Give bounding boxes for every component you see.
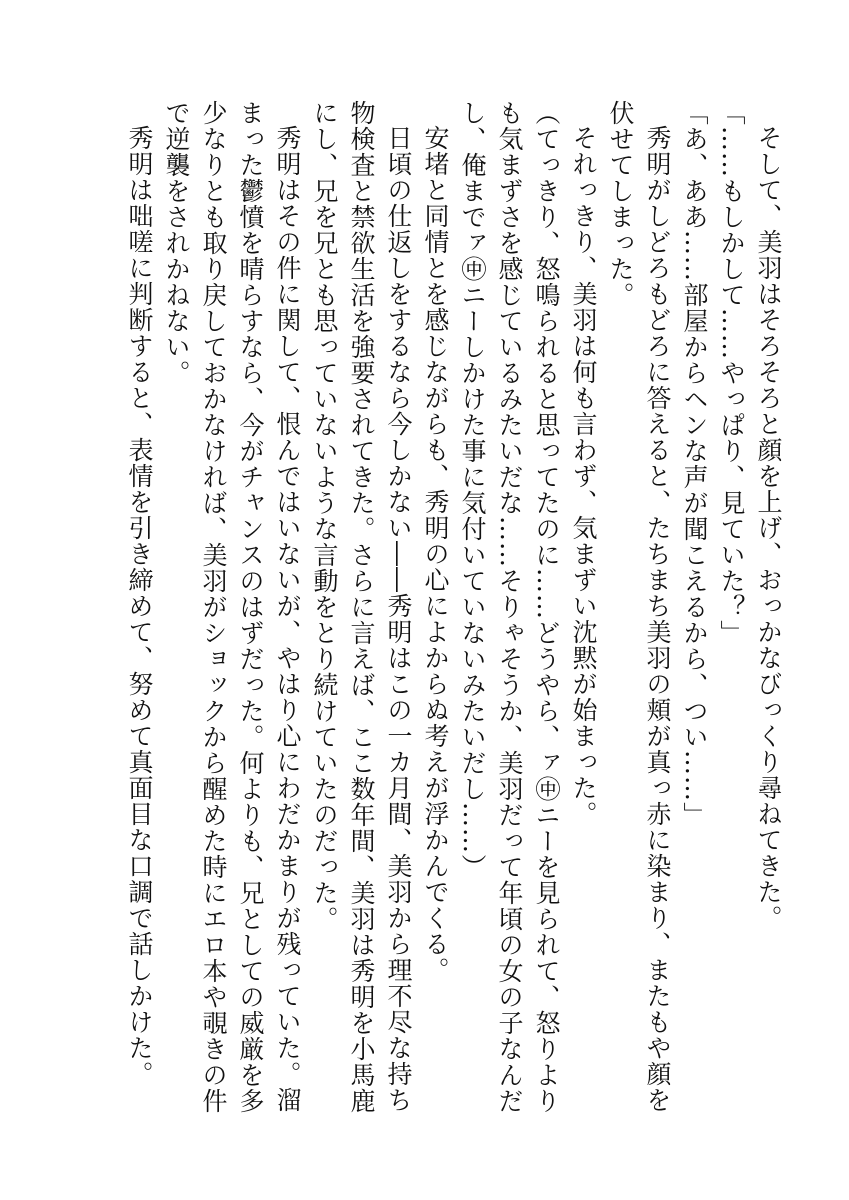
paragraph-narration: 秀明がしどろもどろに答えると、たちまち美羽の頬が真っ赤に染まり、またもや顔を伏せてしまった。 <box>606 100 672 1113</box>
paragraph-dialogue: 「……もしかして……やっぱり、見ていた？」 <box>717 100 746 646</box>
paragraph-narration: それっきり、美羽は何も言わず、気まずい沈黙が始まった。 <box>569 125 598 827</box>
paragraph-narration: 日頃の仕返しをするなら今しかない――秀明はこの一カ月間、美羽から理不尽な持ち物検査と禁欲生活を強要されてきた。さらに言えば、ここ数年間、美羽は秀明を小馬鹿にし、兄を兄とも思っていないような言動をとり続けていたのだった。 <box>310 100 413 1114</box>
paragraph-inner-monologue: （てっきり、怒鳴られると思ってたのに……どうやら、ァ㊥ニーを見られて、怒りよりも気まずさを感じているみたいだな……そりゃそうか、美羽だって年頃の女の子なんだし、俺までァ㊥ニーしかけた事に気付いていないみたいだし……） <box>458 100 561 1114</box>
paragraph-narration: 秀明は咄嗟に判断すると、表情を引き締めて、努めて真面目な口調で話しかけた。 <box>125 125 154 1087</box>
paragraph-narration: 安堵と同情とを感じながらも、秀明の心によからぬ考えが浮かんでくる。 <box>421 125 450 983</box>
novel-text-column <box>121 100 787 1120</box>
paragraph-dialogue: 「あ、ああ……部屋からヘンな声が聞こえるから、つい……」 <box>680 100 709 828</box>
paragraph-narration: そして、美羽はそろそろと顔を上げ、おっかなびっくり尋ねてきた。 <box>754 125 783 931</box>
paragraph-narration: 秀明はその件に関して、恨んではいないが、やはり心にわだかまりが残っていた。溜まった鬱憤を晴らすなら、今がチャンスのはずだった。何よりも、兄としての威厳を多少なりとも取り戻しておかなければ、美羽がショックから醒めた時にエロ本や覗きの件で逆襲をされかねない。 <box>162 100 302 1114</box>
